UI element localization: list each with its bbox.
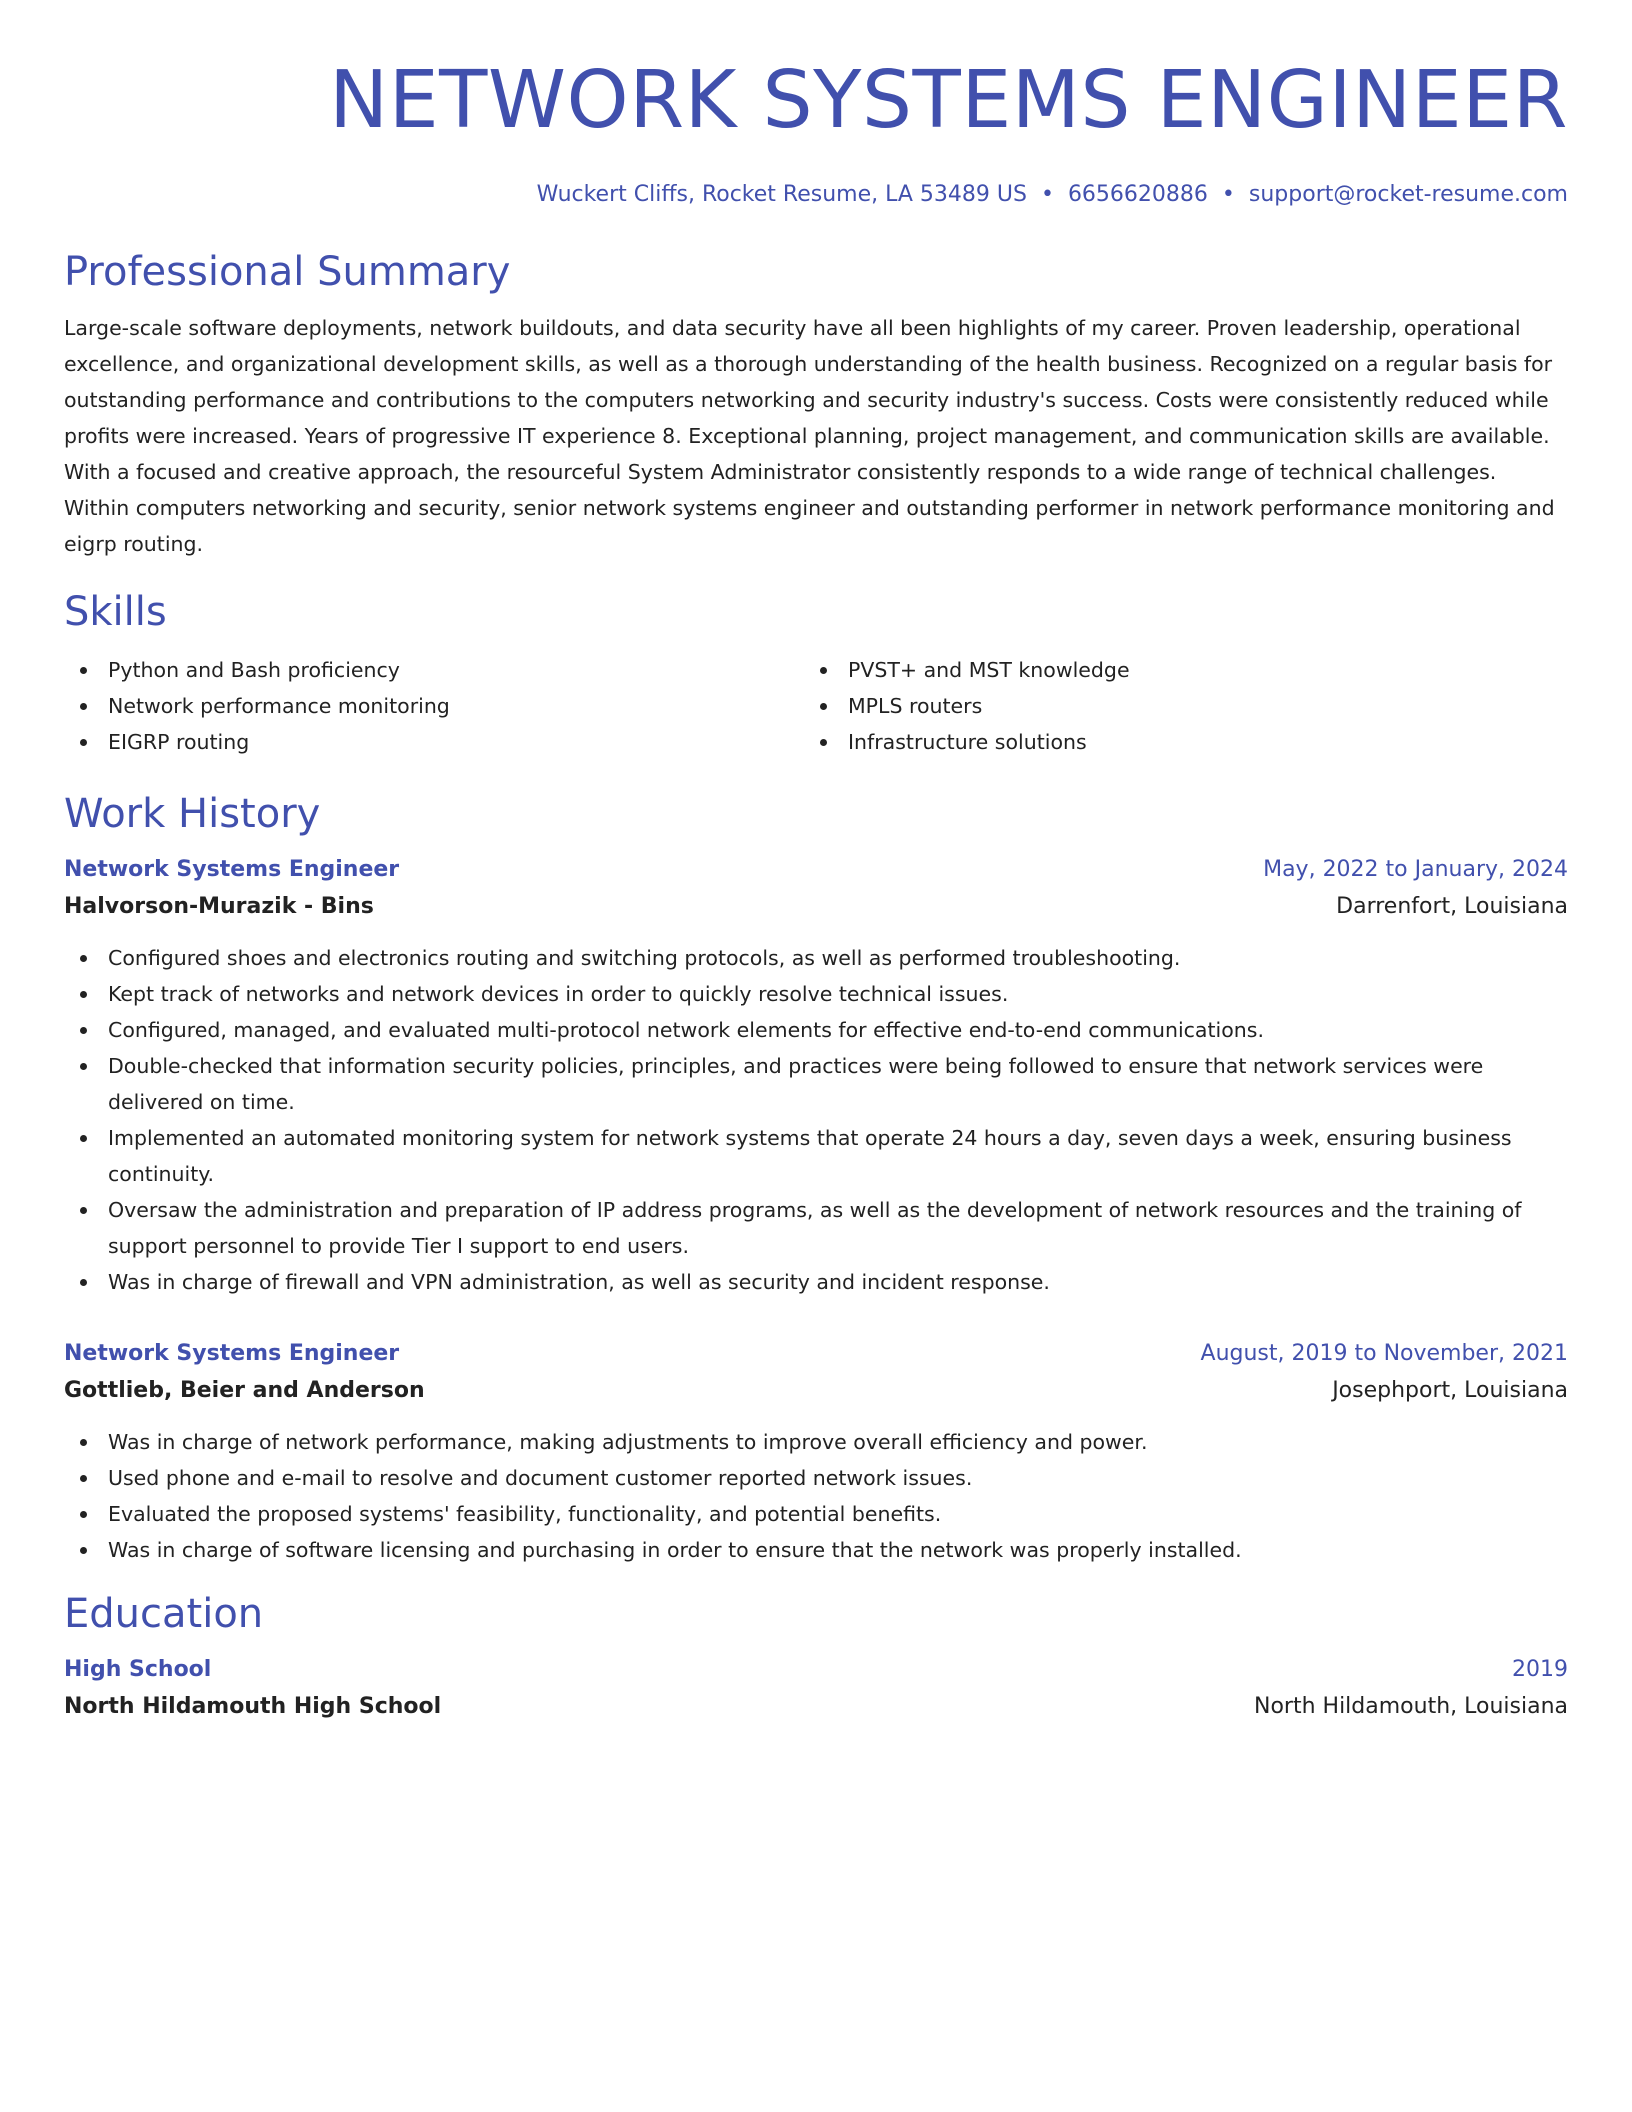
summary-heading: Professional Summary <box>64 249 511 295</box>
contact-separator: • <box>1221 182 1235 207</box>
skills-column-right <box>804 652 1544 760</box>
skill-item: MPLS routers <box>804 688 1544 724</box>
education-school-row <box>64 1688 1568 1726</box>
education-school: North Hildamouth High School <box>64 1694 442 1719</box>
contact-line <box>64 180 1568 210</box>
responsibility-item: Was in charge of software licensing and purchasing in order to ensure that the network was properly installed. <box>64 1532 1568 1568</box>
job-responsibilities <box>64 940 1568 1300</box>
education-location: North Hildamouth, Louisiana <box>1254 1694 1568 1719</box>
education-year: 2019 <box>1512 1657 1568 1682</box>
contact-address: Wuckert Cliffs, Rocket Resume, LA 53489 US <box>536 182 1027 207</box>
responsibility-item: Used phone and e-mail to resolve and document customer reported network issues. <box>64 1460 1568 1496</box>
job-entry <box>64 1336 1568 1568</box>
education-heading: Education <box>64 1591 264 1637</box>
job-title: Network Systems Engineer <box>64 1341 400 1366</box>
contact-separator: • <box>1040 182 1054 207</box>
job-employer-row <box>64 888 1568 926</box>
job-title: Network Systems Engineer <box>64 857 400 882</box>
resume-header <box>64 52 1568 210</box>
education-entry <box>64 1652 1568 1726</box>
responsibility-item: Oversaw the administration and preparation of IP address programs, as well as the development of network resources and the training of support personnel to provide Tier I support to end users. <box>64 1192 1568 1264</box>
job-entry <box>64 852 1568 1300</box>
skill-item: PVST+ and MST knowledge <box>804 652 1544 688</box>
skill-item: Network performance monitoring <box>64 688 804 724</box>
job-location: Josephport, Louisiana <box>1332 1378 1568 1403</box>
responsibility-item: Kept track of networks and network devices in order to quickly resolve technical issues. <box>64 976 1568 1012</box>
job-dates: May, 2022 to January, 2024 <box>1263 857 1568 882</box>
responsibility-item: Configured, managed, and evaluated multi-protocol network elements for effective end-to-end communications. <box>64 1012 1568 1048</box>
job-title-row <box>64 1336 1568 1372</box>
responsibility-item: Double-checked that information security policies, principles, and practices were being followed to ensure that network services were delivered on time. <box>64 1048 1568 1120</box>
summary-text: Large-scale software deployments, network buildouts, and data security have all been highlights of my career. Proven leadership, operational excellence, and organizational development skills, as well as a thorough understanding of the health business. Recognized on a regular basis for outstanding performance and contributions to the computers networking and security industry's success. Costs were consistently reduced while profits were increased. Years of progressive IT experience 8. Exceptional planning, project management, and communication skills are available. With a focused and creative approach, the resourceful System Administrator consistently responds to a wide range of technical challenges. Within computers networking and security, senior network systems engineer and outstanding performer in network performance monitoring and eigrp routing. <box>64 316 1555 556</box>
skill-item: Infrastructure solutions <box>804 724 1544 760</box>
skills-heading: Skills <box>64 589 167 635</box>
skill-item: EIGRP routing <box>64 724 804 760</box>
contact-phone: 6656620886 <box>1067 182 1208 207</box>
job-responsibilities <box>64 1424 1568 1568</box>
responsibility-item: Was in charge of network performance, making adjustments to improve overall efficiency and power. <box>64 1424 1568 1460</box>
candidate-title: NETWORK SYSTEMS ENGINEER <box>329 54 1568 146</box>
responsibility-item: Implemented an automated monitoring system for network systems that operate 24 hours a day, seven days a week, ensuring business continuity. <box>64 1120 1568 1192</box>
skills-list <box>64 652 1568 760</box>
skills-column-left <box>64 652 804 760</box>
education-degree: High School <box>64 1657 212 1682</box>
job-employer: Gottlieb, Beier and Anderson <box>64 1378 425 1403</box>
responsibility-item: Was in charge of firewall and VPN administration, as well as security and incident response. <box>64 1264 1568 1300</box>
job-employer: Halvorson-Murazik - Bins <box>64 894 374 919</box>
responsibility-item: Configured shoes and electronics routing and switching protocols, as well as performed troubleshooting. <box>64 940 1568 976</box>
skill-item: Python and Bash proficiency <box>64 652 804 688</box>
responsibility-item: Evaluated the proposed systems' feasibility, functionality, and potential benefits. <box>64 1496 1568 1532</box>
work-history-heading: Work History <box>64 791 321 837</box>
contact-email: support@rocket-resume.com <box>1248 182 1568 207</box>
job-dates: August, 2019 to November, 2021 <box>1200 1341 1568 1366</box>
job-location: Darrenfort, Louisiana <box>1336 894 1568 919</box>
education-degree-row <box>64 1652 1568 1688</box>
job-employer-row <box>64 1372 1568 1410</box>
job-title-row <box>64 852 1568 888</box>
